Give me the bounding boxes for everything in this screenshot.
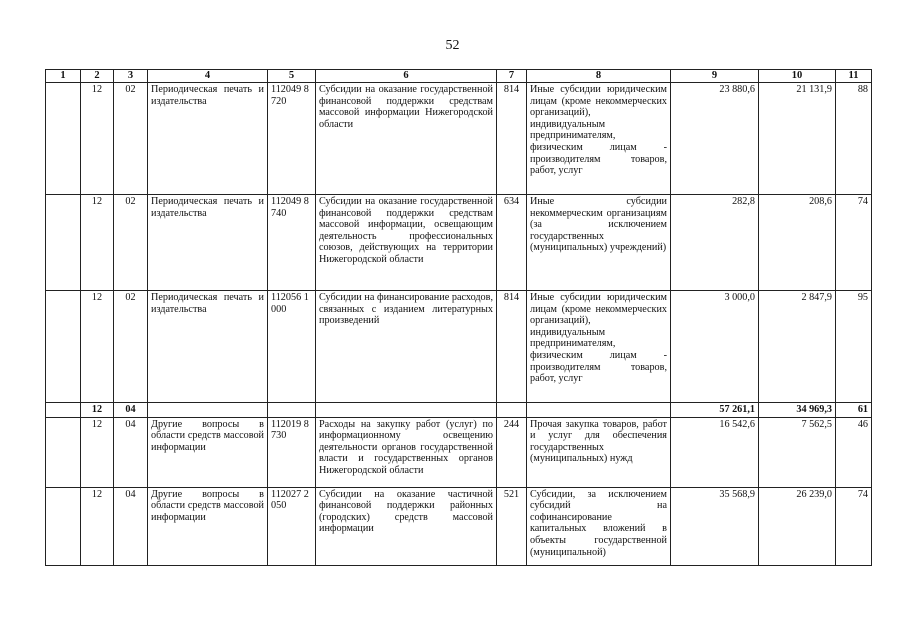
cell-target-code (268, 403, 316, 418)
column-header-7: 7 (497, 70, 527, 83)
column-header-6: 6 (316, 70, 497, 83)
column-header-9: 9 (671, 70, 759, 83)
cell-section: 12 (81, 487, 114, 565)
cell-subsection: 04 (114, 417, 148, 487)
column-header-11: 11 (836, 70, 872, 83)
cell-target-code: 112049 8720 (268, 83, 316, 195)
table-body (46, 83, 872, 566)
cell-actual: 34 969,3 (759, 403, 836, 418)
cell-plan: 35 568,9 (671, 487, 759, 565)
cell-actual: 26 239,0 (759, 487, 836, 565)
table-row (46, 83, 872, 195)
cell-plan: 282,8 (671, 195, 759, 291)
cell-col1 (46, 417, 81, 487)
cell-vr-code: 634 (497, 195, 527, 291)
cell-expense-name: Расходы на закупку работ (услуг) по информационному освещению деятельности органов государственной власти и государственных органов Нижегородской области (316, 417, 497, 487)
header-row (46, 70, 872, 83)
table-row (46, 417, 872, 487)
cell-actual: 208,6 (759, 195, 836, 291)
cell-expense-name: Субсидии на оказание частичной финансовой поддержки районных (городских) средств массовой информации (316, 487, 497, 565)
column-header-3: 3 (114, 70, 148, 83)
cell-expense-name: Субсидии на финансирование расходов, связанных с изданием литературных произведений (316, 291, 497, 403)
cell-col1 (46, 487, 81, 565)
cell-percent: 74 (836, 487, 872, 565)
cell-section-name: Периодическая печать и издательства (148, 291, 268, 403)
cell-percent: 74 (836, 195, 872, 291)
cell-vr-name: Субсидии, за исключением субсидий на софинансирование капитальных вложений в объекты государственной (муниципальной) (527, 487, 671, 565)
cell-subsection: 02 (114, 195, 148, 291)
cell-col1 (46, 83, 81, 195)
page-number: 52 (445, 38, 460, 53)
table-row (46, 195, 872, 291)
cell-percent: 46 (836, 417, 872, 487)
cell-section: 12 (81, 83, 114, 195)
cell-target-code: 112027 2050 (268, 487, 316, 565)
column-header-4: 4 (148, 70, 268, 83)
cell-col1 (46, 195, 81, 291)
budget-table (45, 69, 872, 566)
cell-plan: 57 261,1 (671, 403, 759, 418)
table-row (46, 291, 872, 403)
cell-plan: 16 542,6 (671, 417, 759, 487)
subtotal-row (46, 403, 872, 418)
table-row (46, 487, 872, 565)
cell-section: 12 (81, 195, 114, 291)
cell-vr-name (527, 403, 671, 418)
cell-actual: 2 847,9 (759, 291, 836, 403)
cell-plan: 23 880,6 (671, 83, 759, 195)
cell-vr-name: Прочая закупка товаров, работ и услуг для обеспечения государственных (муниципальных) нужд (527, 417, 671, 487)
cell-section-name (148, 403, 268, 418)
cell-section-name: Периодическая печать и издательства (148, 195, 268, 291)
cell-percent: 95 (836, 291, 872, 403)
cell-section: 12 (81, 417, 114, 487)
cell-target-code: 112049 8740 (268, 195, 316, 291)
cell-plan: 3 000,0 (671, 291, 759, 403)
cell-vr-code (497, 403, 527, 418)
cell-expense-name: Субсидии на оказание государственной финансовой поддержки средствам массовой информации Нижегородской области (316, 83, 497, 195)
cell-actual: 21 131,9 (759, 83, 836, 195)
column-header-2: 2 (81, 70, 114, 83)
cell-vr-name: Иные субсидии некоммерческим организациям (за исключением государственных (муниципальных) учреждений) (527, 195, 671, 291)
cell-expense-name (316, 403, 497, 418)
cell-expense-name: Субсидии на оказание государственной финансовой поддержки средствам массовой информации, освещающим деятельность профессиональных союзов, действующих на территории Нижегородской области (316, 195, 497, 291)
cell-vr-code: 814 (497, 83, 527, 195)
cell-subsection: 02 (114, 291, 148, 403)
cell-vr-code: 521 (497, 487, 527, 565)
cell-vr-name: Иные субсидии юридическим лицам (кроме некоммерческих организаций), индивидуальным предпринимателям, физическим лицам - производителям товаров, работ, услуг (527, 83, 671, 195)
cell-section-name: Периодическая печать и издательства (148, 83, 268, 195)
cell-percent: 88 (836, 83, 872, 195)
column-header-10: 10 (759, 70, 836, 83)
cell-section: 12 (81, 403, 114, 418)
cell-section: 12 (81, 291, 114, 403)
column-header-5: 5 (268, 70, 316, 83)
cell-subsection: 02 (114, 83, 148, 195)
cell-percent: 61 (836, 403, 872, 418)
cell-target-code: 112056 1000 (268, 291, 316, 403)
cell-target-code: 112019 8730 (268, 417, 316, 487)
cell-actual: 7 562,5 (759, 417, 836, 487)
cell-vr-name: Иные субсидии юридическим лицам (кроме некоммерческих организаций), индивидуальным предпринимателям, физическим лицам - производителям товаров, работ, услуг (527, 291, 671, 403)
cell-vr-code: 244 (497, 417, 527, 487)
cell-section-name: Другие вопросы в области средств массовой информации (148, 417, 268, 487)
cell-section-name: Другие вопросы в области средств массовой информации (148, 487, 268, 565)
cell-col1 (46, 291, 81, 403)
column-header-1: 1 (46, 70, 81, 83)
cell-vr-code: 814 (497, 291, 527, 403)
cell-col1 (46, 403, 81, 418)
column-header-8: 8 (527, 70, 671, 83)
cell-subsection: 04 (114, 487, 148, 565)
cell-subsection: 04 (114, 403, 148, 418)
